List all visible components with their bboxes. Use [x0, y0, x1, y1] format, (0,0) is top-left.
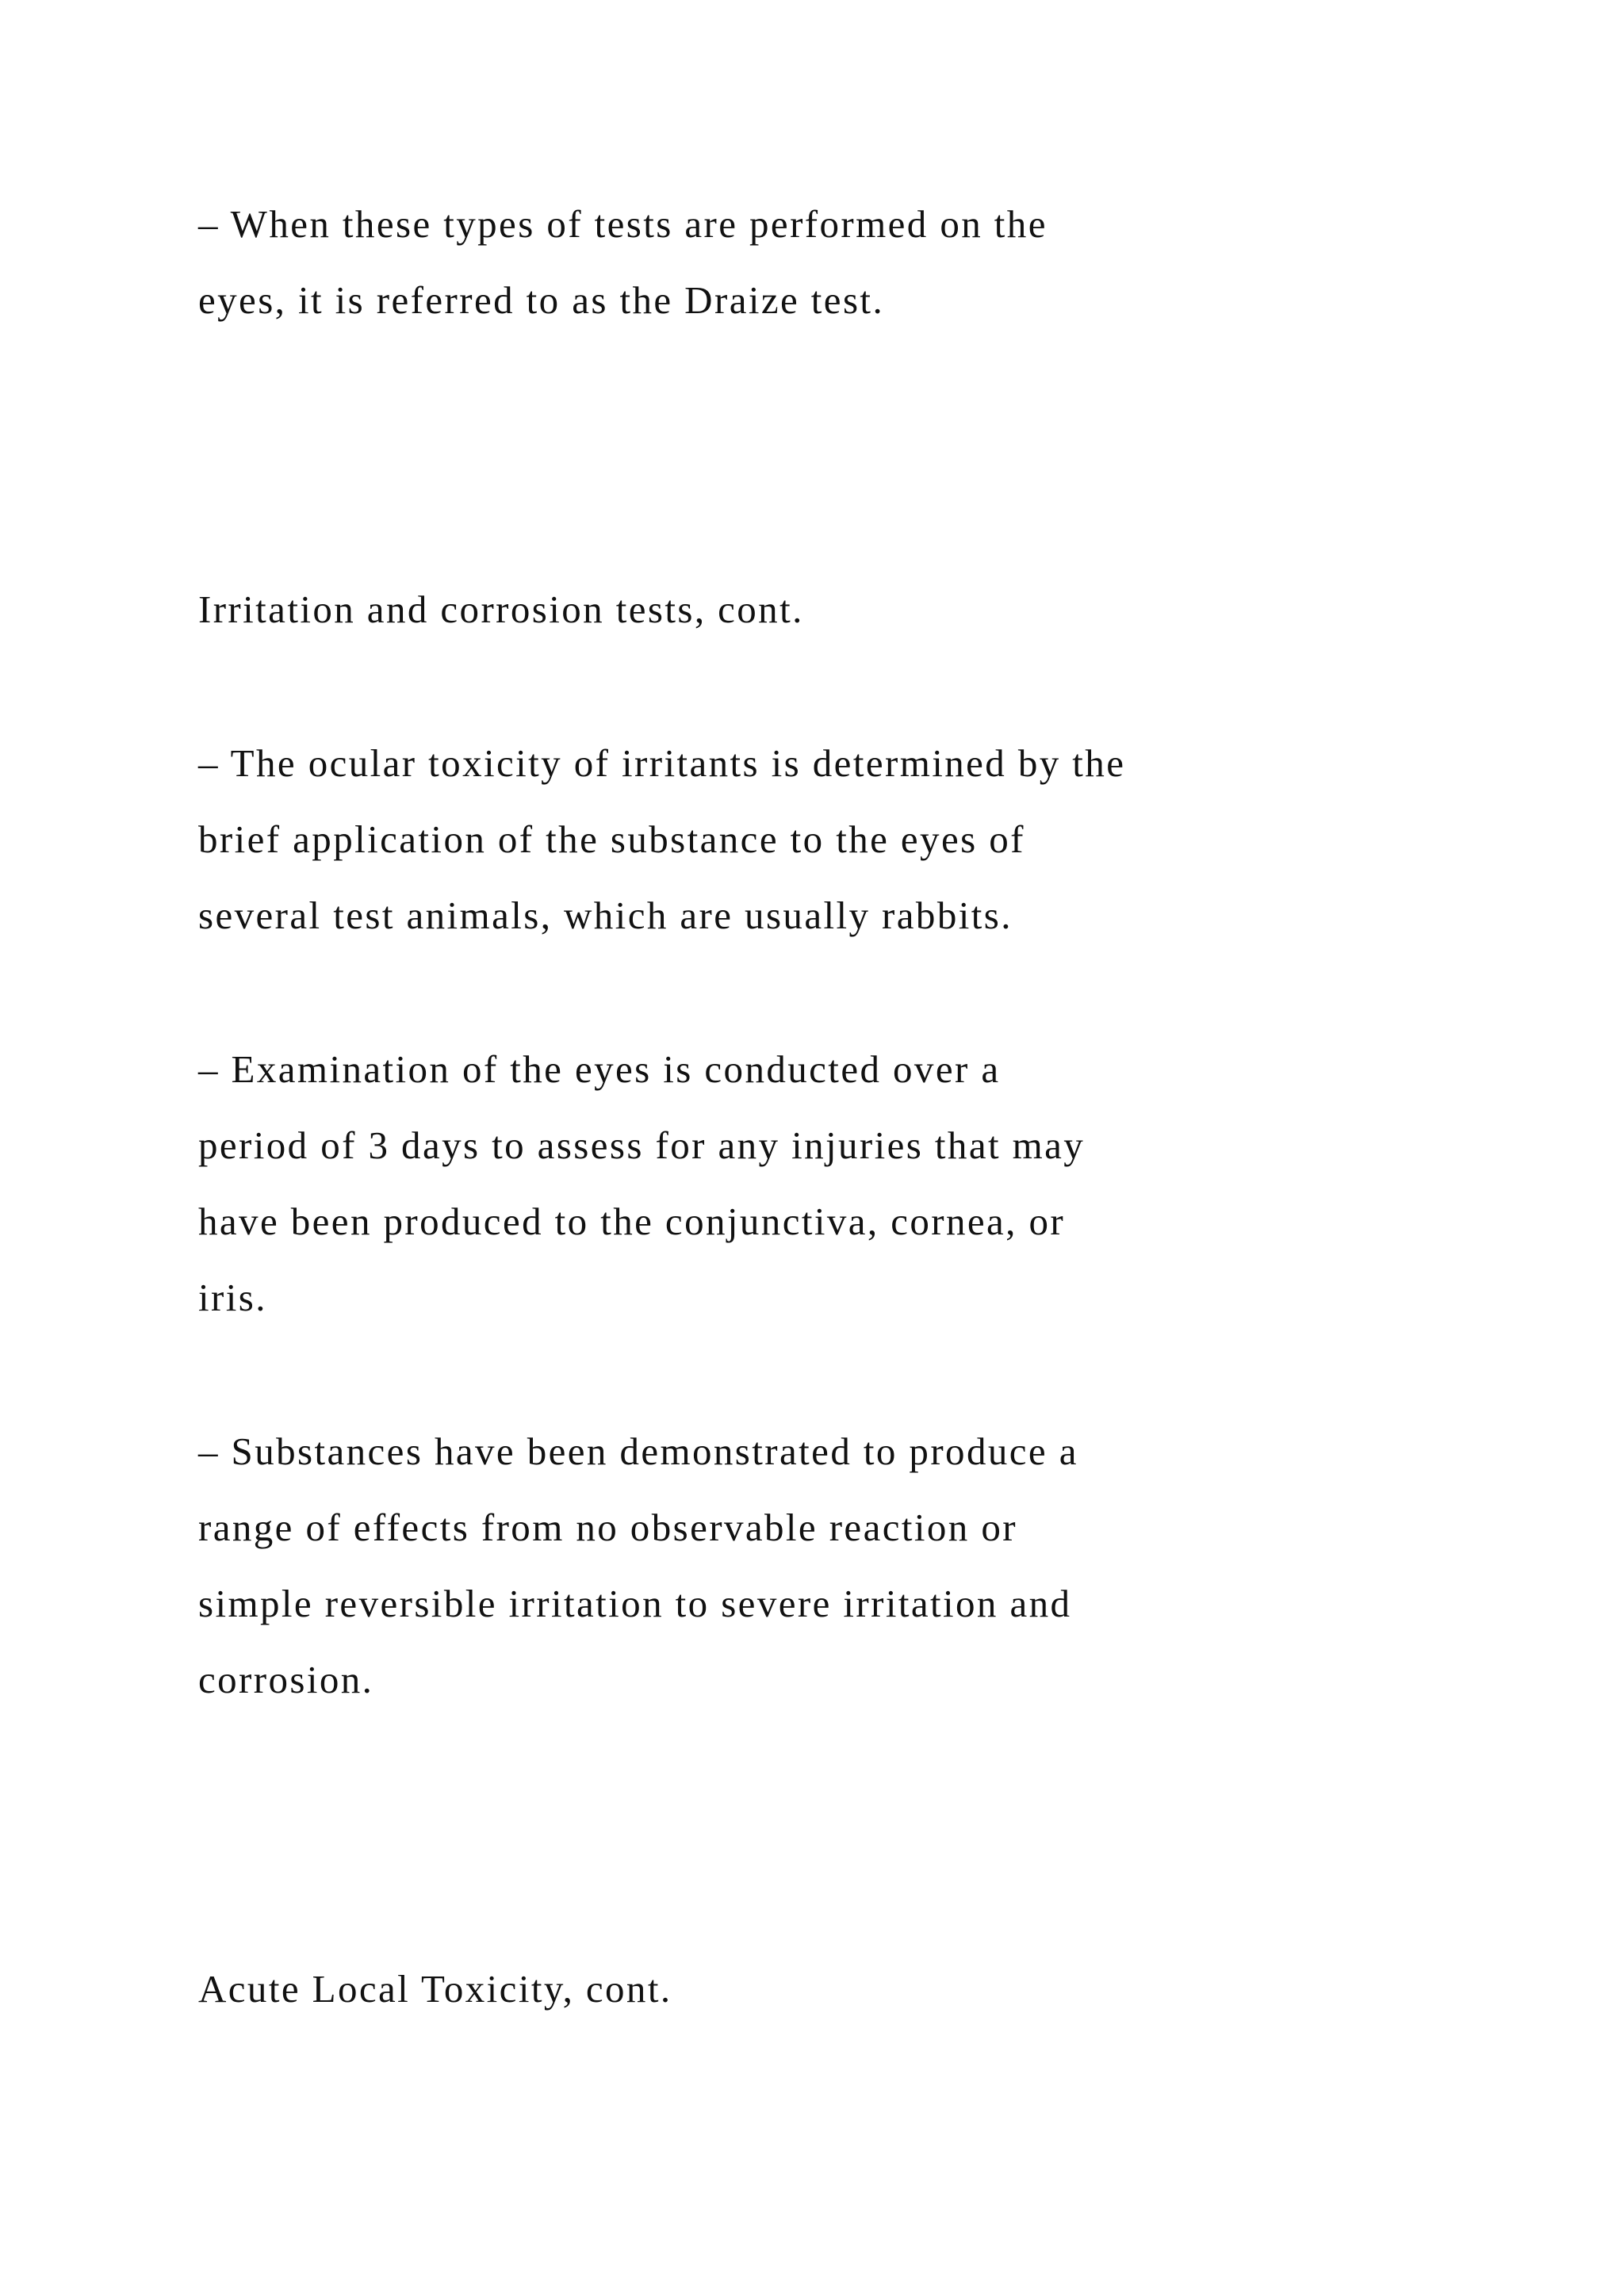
paragraph-line: corrosion. — [198, 1658, 374, 1701]
paragraph-line: several test animals, which are usually rabbits. — [198, 894, 1013, 937]
section-heading: Acute Local Toxicity, cont. — [198, 1967, 672, 2011]
section-heading: Irritation and corrosion tests, cont. — [198, 587, 804, 631]
paragraph-line: have been produced to the conjunctiva, cornea, or — [198, 1200, 1066, 1243]
paragraph-line: simple reversible irritation to severe irritation and — [198, 1582, 1072, 1625]
paragraph-line: brief application of the substance to the eyes of — [198, 817, 1025, 861]
paragraph-line: – When these types of tests are performed on the — [198, 202, 1048, 246]
paragraph-line: range of effects from no observable reaction or — [198, 1506, 1017, 1549]
paragraph-line: iris. — [198, 1276, 267, 1319]
paragraph-line: period of 3 days to assess for any injuries that may — [198, 1123, 1086, 1167]
paragraph-line: – The ocular toxicity of irritants is determined by the — [198, 741, 1126, 785]
paragraph-line: – Substances have been demonstrated to produce a — [198, 1429, 1078, 1473]
paragraph-line: eyes, it is referred to as the Draize test. — [198, 278, 885, 322]
paragraph-line: – Examination of the eyes is conducted over a — [198, 1047, 1001, 1091]
